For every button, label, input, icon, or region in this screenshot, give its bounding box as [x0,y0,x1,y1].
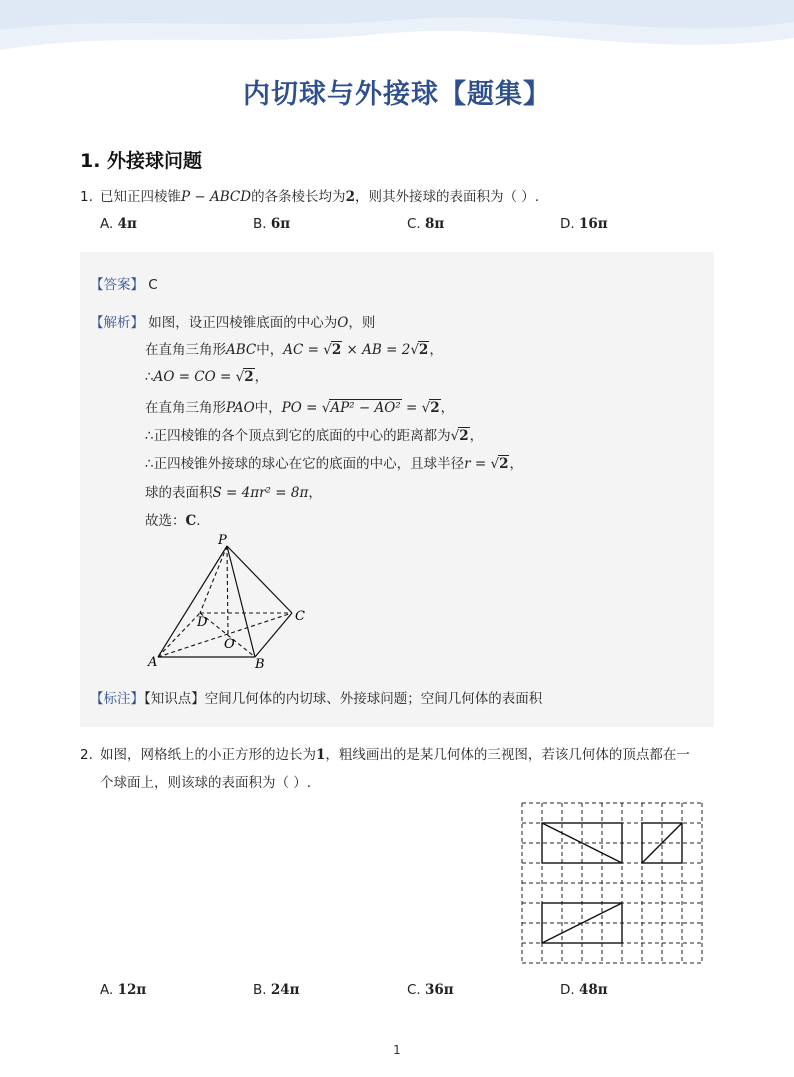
question-1: 1. 已知正四棱锥P − ABCD的各条棱长均为2，则其外接球的表面积为（ ）. [80,189,540,205]
section-heading: 1. 外接球问题 [80,150,203,172]
analysis-line-1: 【解析】 如图，设正四棱锥底面的中心为O，则 [90,315,376,331]
label-d: D [197,615,208,630]
page-title: 内切球与外接球【题集】 [243,79,551,110]
analysis-line-7: 球的表面积S = 4πr² = 8π， [145,485,322,501]
segment-po [227,546,228,635]
answer-line: 【答案】 C [90,277,158,293]
three-view-grid-figure [518,800,708,968]
edge-pc [227,546,292,613]
option-b[interactable]: B. 6π [253,216,291,232]
header-wave-decoration [0,0,794,70]
label-b: B [255,657,265,672]
option-a[interactable]: A. 4π [100,216,137,232]
analysis-line-6: ∴正四棱锥外接球的球心在它的底面的中心，且球半径r = √2， [145,456,523,472]
note-line: 【标注】【知识点】空间几何体的内切球、外接球问题；空间几何体的表面积 [90,691,543,707]
analysis-line-2: 在直角三角形ABC中，AC = √2 × AB = 2√2， [145,342,443,358]
option-d[interactable]: D. 16π [560,216,608,232]
edge-pa [158,546,227,657]
analysis-line-3: ∴AO = CO = √2， [145,369,269,385]
label-c: C [295,609,305,624]
analysis-line-4: 在直角三角形PAO中，PO = √AP² − AO² = √2， [145,400,455,416]
label-o: O [224,637,235,652]
page-number: 1 [393,1043,401,1057]
question-2: 2. 如图，网格纸上的小正方形的边长为1，粗线画出的是某几何体的三视图，若该几何体的顶点都在一 [80,747,690,763]
option-c[interactable]: C. 8π [407,216,445,232]
q2-option-c[interactable]: C. 36π [407,982,454,998]
analysis-line-5: ∴正四棱锥的各个顶点到它的底面的中心的距离都为√2， [145,428,484,444]
q2-option-a[interactable]: A. 12π [100,982,147,998]
q2-option-b[interactable]: B. 24π [253,982,300,998]
label-p: P [218,533,227,548]
analysis-line-8: 故选：C. [145,513,201,529]
q2-option-d[interactable]: D. 48π [560,982,608,998]
pyramid-figure [140,532,320,672]
label-a: A [148,655,158,670]
edge-pd [200,546,227,613]
question-2-line-2: 个球面上，则该球的表面积为（ ）. [100,775,312,791]
